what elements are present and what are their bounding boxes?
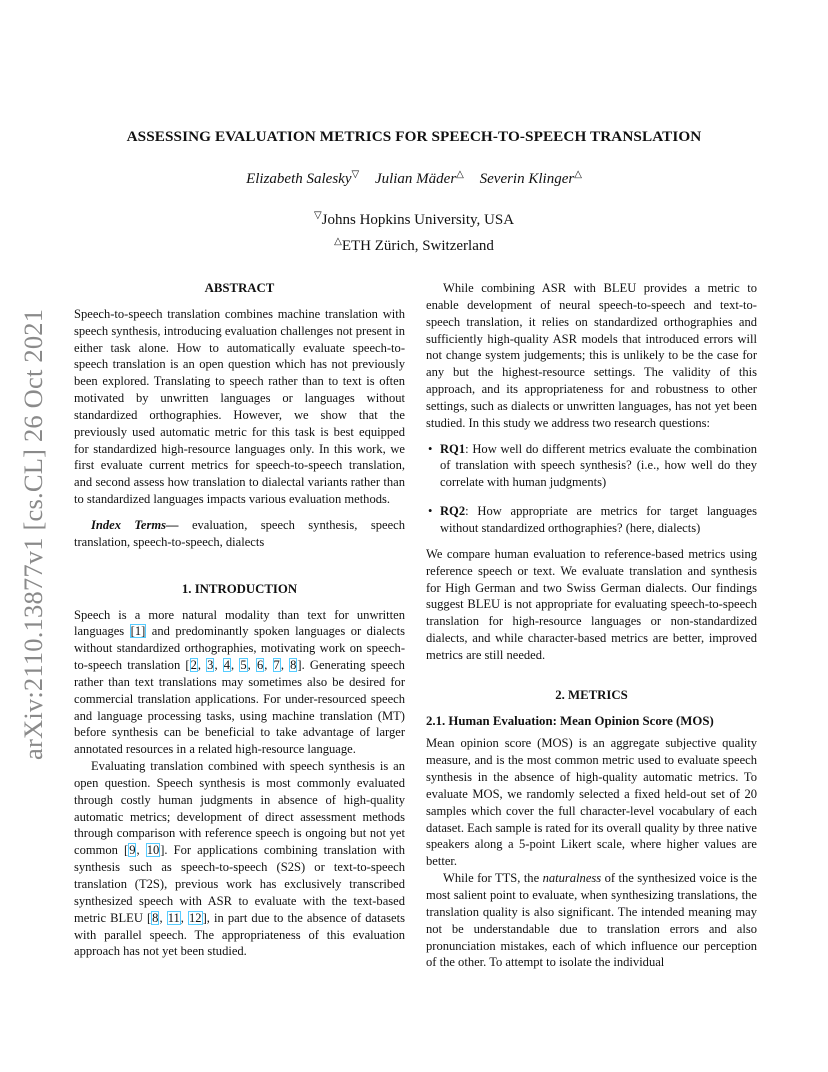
citation-link[interactable]: 8 <box>290 658 297 673</box>
paper-title: ASSESSING EVALUATION METRICS FOR SPEECH-TO-SPEECH TRANSLATION <box>126 128 702 145</box>
citation-link[interactable]: 10 <box>146 843 160 858</box>
citation-link[interactable]: 6 <box>256 658 264 673</box>
author-1: Elizabeth Salesky▽ <box>246 169 360 187</box>
mos-paragraph-1: Mean opinion score (MOS) is an aggregate subjective quality measure, and is the most common metric used to evaluate speech synthesis in the absence of high-quality automatic metrics. To evaluate MOS, we randomly selected a fixed held-out set of 20 samples which cover the full character-level vocabulary of each dataset. Each sample is rated for its overall quality by three native speakers along a 5-point Likert scale, where higher values are better. <box>426 736 757 869</box>
citation-link[interactable]: 3 <box>207 658 214 673</box>
right-paragraph-1: While combining ASR with BLEU provides a metric to enable development of neural speech-to-speech and text-to-speech translation, it relies on standardized orthographies and sufficiently high-quality ASR models that introduced errors will not change system judgements; this is unlikely to be the case for any but the highest-resource settings. The validity of this approach, and its appropriateness for and robustness to other settings, such as dialects or unwritten languages, has not yet been studied. In this study we address two research questions: <box>426 281 757 430</box>
intro-paragraph-1: Speech is a more natural modality than text for unwritten languages [1] and predominantly spoken languages or dialects without standardized orthographies, motivating work on speech-to-speech translation [2, 3, 4, 5, 6, 7, 8]. Generating speech rather than text translations may sometimes also be desired for commercial translation applications. For under-resourced speech and language processing tasks, using machine translation (MT) before synthesis can be beneficial to take advantage of larger annotated resources in a related high-resource language. <box>74 607 405 757</box>
index-terms: Index Terms— evaluation, speech synthesis, speech translation, speech-to-speech, dialects <box>74 517 405 549</box>
introduction-heading: 1. INTRODUCTION <box>181 581 298 596</box>
affiliation-2: △ETH Zürich, Switzerland <box>334 236 494 254</box>
citation-link[interactable]: 11 <box>167 910 180 925</box>
author-2: Julian Mäder△ <box>374 169 464 187</box>
citation-link[interactable]: 12 <box>189 910 202 925</box>
abstract-text: Speech-to-speech translation combines machine translation with speech synthesis, introducing evaluation challenges not present in either task alone. How to automatically evaluate speech-to-speech translation is an open question which has not previously been explored. Translating to speech rather than to text is often motivated by unwritten languages or languages without standardized orthographies. However, we show that the previously used automatic metric for this task is best equipped for standardized high-resource languages only. In this work, we first evaluate current metrics for speech-to-speech translation, and second assess how translation to dialectal variants rather than to standardized languages impacts various evaluation methods. <box>74 306 405 507</box>
affiliations <box>0 205 828 257</box>
metrics-heading: 2. METRICS <box>555 687 628 702</box>
citation-link[interactable]: 2 <box>190 658 197 673</box>
author-3: Severin Klinger△ <box>479 169 582 187</box>
arxiv-identifier: arXiv:2110.13877v1 [cs.CL] 26 Oct 2021 <box>18 308 48 760</box>
citation-link[interactable]: 9 <box>129 843 136 858</box>
research-question-1: • RQ1: How well do different metrics evaluate the combination of translation with speech synthesis? (i.e., how well do they correlate with human judgments) <box>428 441 757 490</box>
research-question-2: • RQ2: How appropriate are metrics for target languages without standardized orthographies? (here, dialects) <box>428 504 757 535</box>
intro-paragraph-2: Evaluating translation combined with speech synthesis is an open question. Speech synthesis is most commonly evaluated through costly human judgments in absence of high-quality automatic metrics; development of direct assessment methods through comparison with reference speech is ongoing but not yet common [9, 10]. For applications combining translation with synthesis such as speech-to-speech (S2S) or text-to-speech translation (T2S), previous work has exclusively transcribed synthesized speech with ASR to evaluate with the text-based metric BLEU [8, 11, 12], in part due to the absence of datasets with parallel speech. The appropriateness of this evaluation approach has not yet been studied. <box>74 759 405 959</box>
right-column <box>426 280 757 971</box>
citation-link[interactable]: 7 <box>273 658 280 673</box>
mos-paragraph-2: While for TTS, the naturalness of the synthesized voice is the most salient point to evaluate, when synthesizing translations, the translation quality is also significant. The intended meaning may not be understandable due to translation errors and also pronunciation mistakes, each of which influence our perception of the other. To attempt to isolate the individual <box>426 871 757 970</box>
abstract-heading: ABSTRACT <box>204 281 275 295</box>
author-list <box>0 169 828 188</box>
left-column <box>74 280 405 960</box>
citation-link[interactable]: 4 <box>223 658 231 673</box>
affiliation-1: ▽Johns Hopkins University, USA <box>313 210 515 228</box>
citation-link[interactable]: [1] <box>130 624 146 639</box>
citation-link[interactable]: 5 <box>240 658 247 673</box>
mos-subheading: 2.1. Human Evaluation: Mean Opinion Score (MOS) <box>426 713 714 728</box>
right-paragraph-2: We compare human evaluation to reference-based metrics using reference speech or text. We evaluate translation and synthesis for High German and two Swiss German dialects. Our findings suggest BLEU is not appropriate for evaluating speech-to-speech translation for high-resource languages or non-standardized dialects, and while character-based metrics are better, improved metrics are still needed. <box>426 546 757 662</box>
citation-link[interactable]: 8 <box>152 910 159 925</box>
